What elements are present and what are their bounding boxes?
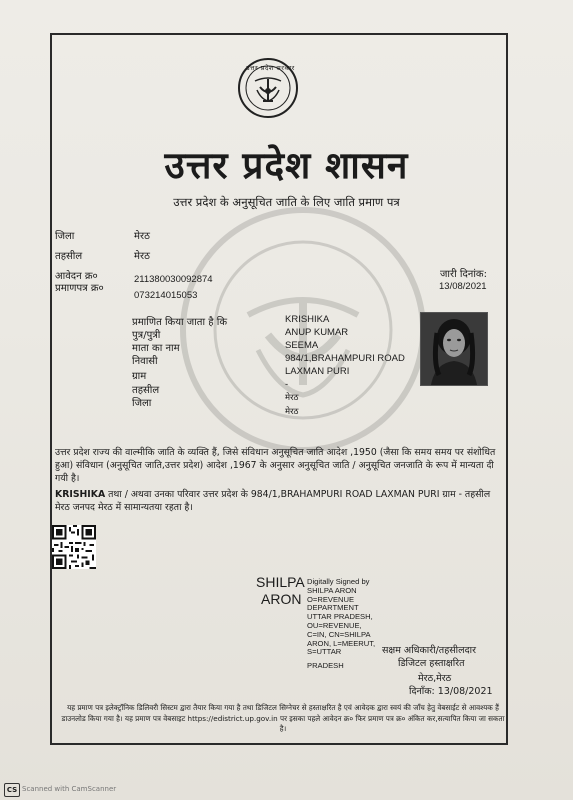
district-label: जिला [55, 231, 75, 242]
authority-title: सक्षम अधिकारी/तहसीलदार [382, 645, 476, 656]
signer-name-line2: ARON [261, 591, 302, 607]
statement-residence-text: तथा / अथवा उनका परिवार उत्तर प्रदेश के 984/1,BRAHAMPURI ROAD LAXMAN PURI ग्राम - तहसील मेरठ जनपद मेरठ में सामान्यतया रहता है। [55, 489, 491, 513]
holder-photo [420, 312, 488, 386]
residence-label: निवासी [132, 356, 158, 367]
person-district-label: जिला [132, 398, 152, 409]
residence-statement [55, 488, 500, 514]
signing-date-value: 13/08/2021 [437, 686, 493, 697]
digital-signature-line: PRADESH [307, 661, 344, 671]
digital-signature-line: O=REVENUE [307, 594, 355, 604]
person-district-value: मेरठ [285, 407, 299, 417]
digital-signature-line: C=IN, CN=SHILPA [307, 629, 371, 639]
certify-label: प्रमाणित किया जाता है कि [132, 317, 228, 328]
application-number: 211380030092874 [134, 274, 213, 285]
residence-line1: 984/1,BRAHAMPURI ROAD [285, 353, 405, 364]
signing-date-label: दिनाँक: [409, 686, 435, 697]
tehsil-label: तहसील [55, 251, 83, 262]
village-value: - [285, 379, 289, 390]
caste-statement: उत्तर प्रदेश राज्य की वाल्मीकि जाति के व्यक्ति हैं, जिसे संविधान अनुसूचित जाति आदेश ,1950 (जैसा कि समय समय पर संशोधित हुआ) संविधान (अनुसूचित जाति,उत्तर प्रदेश) आदेश ,1967 के अनुसार अनुसूचित जाति / अनुसूचित जनजाति के रूप में मान्यता दी गयी है। [55, 447, 496, 484]
scanner-strip [0, 780, 573, 800]
digital-signature-line: UTTAR PRADESH, [307, 612, 373, 622]
mother-name: SEEMA [285, 340, 319, 351]
digital-signature-line: SHILPA ARON [307, 585, 357, 595]
signer-name-line1: SHILPA [256, 574, 305, 590]
signing-date [409, 684, 493, 697]
issue-date: 13/08/2021 [439, 281, 487, 292]
district-value: मेरठ [134, 231, 150, 242]
tehsil-value: मेरठ [134, 251, 150, 262]
digital-signature-line: Digitally Signed by [307, 577, 370, 586]
signing-place: मेरठ,मेरठ [418, 673, 452, 684]
person-tehsil-value: मेरठ [285, 393, 299, 403]
holder-name: KRISHIKA [285, 314, 330, 325]
page-title: उत्तर प्रदेश शासन [164, 143, 409, 187]
verification-footer: यह प्रमाण पत्र इलेक्ट्रॉनिक डिलिवरी सिस्टम द्वारा तैयार किया गया है तथा डिजिटल सिग्नेचर से हस्ताक्षरित है एवं आवेदक द्वारा स्वयं की जाँच हेतु वेबसाईट से आवश्यक हैं डाउनलोड किया गया है। यह प्रमाण पत्र वेबसाइट https://edistrict.up.gov.in पर इसका पहले आवेदन क्र० फिर प्रमाण पत्र क्र० अंकित कर,सत्यापित किया जा सकता है। [61, 703, 505, 733]
camscanner-logo-icon: CS [4, 783, 20, 797]
digital-signature-line: OU=REVENUE, [307, 620, 362, 630]
person-tehsil-label: तहसील [132, 385, 160, 396]
digital-signature-line: S=UTTAR [307, 647, 342, 657]
emblem-caption: उत्तर प्रदेश सरकार [246, 64, 295, 72]
digital-signature-line: DEPARTMENT [307, 603, 359, 613]
statement-holder-name: KRISHIKA [55, 489, 106, 500]
issue-date-label: जारी दिनांक: [440, 269, 487, 280]
scanner-label: Scanned with CamScanner [22, 785, 117, 793]
digital-signature-line: ARON, L=MEERUT, [307, 638, 376, 648]
certificate-number-label: प्रमाणपत्र क्र० [55, 283, 104, 294]
certificate-number: 073214015053 [134, 290, 198, 301]
verification-qr-code [52, 525, 96, 569]
residence-line2: LAXMAN PURI [285, 366, 350, 377]
village-label: ग्राम [132, 371, 147, 382]
certificate-subtitle: उत्तर प्रदेश के अनुसूचित जाति के लिए जाति प्रमाण पत्र [173, 195, 400, 209]
application-number-label: आवेदन क्र० [55, 271, 98, 282]
digital-signature-details [307, 578, 375, 671]
digitally-signed-label: डिजिटल हस्ताक्षरित [398, 658, 465, 669]
father-name: ANUP KUMAR [285, 327, 349, 338]
mother-label: माता का नाम [132, 343, 180, 354]
relation-label: पुत्र/पुत्री [132, 330, 161, 341]
